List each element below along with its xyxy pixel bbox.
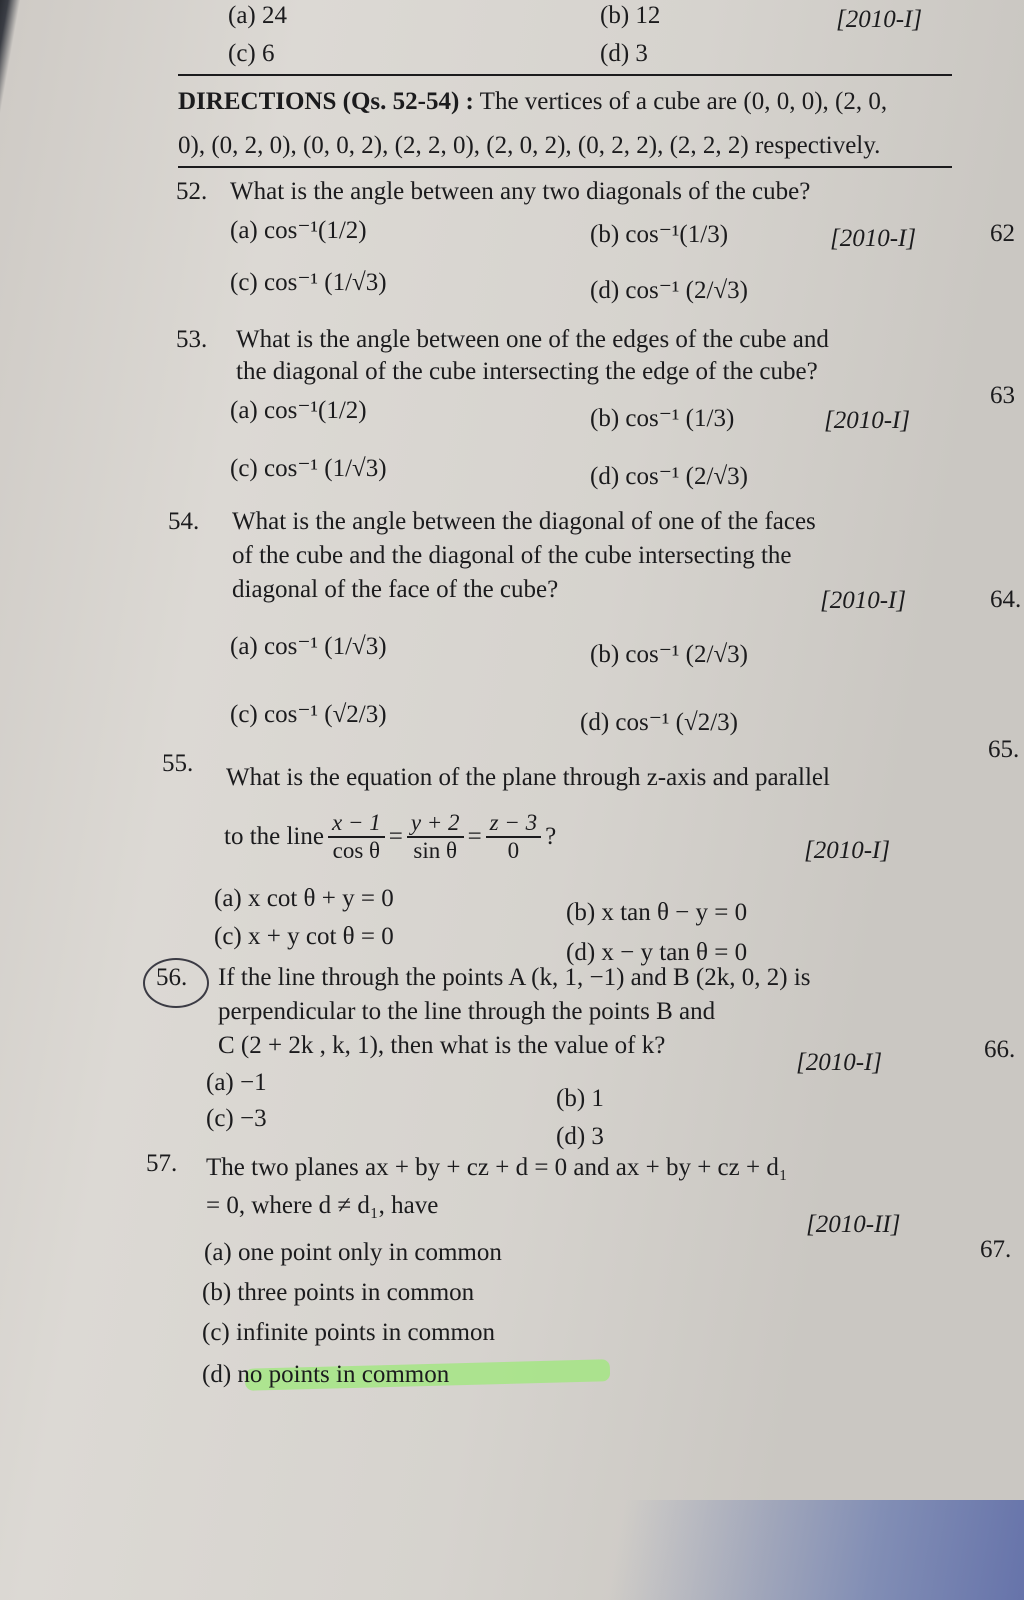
fraction-z-denominator: 0 [507,838,520,863]
question-text-line-2: perpendicular to the line through the points B and [218,998,716,1025]
fraction-y-numerator: y + 2 [407,810,464,838]
question-number: 54. [168,508,200,535]
fraction-y [407,810,464,864]
fraction-x-denominator: cos θ [332,838,381,863]
directions-top-rule [178,74,952,76]
line-equation [224,810,556,864]
question-text-line-3: diagonal of the face of the cube? [232,576,559,603]
option-c: (c) x + y cot θ = 0 [214,923,394,950]
question-mark: ? [545,823,557,850]
question-text-line-1: What is the angle between the diagonal of one of the faces [232,508,816,535]
option-a: (a) cos⁻¹(1/2) [230,397,367,424]
option-b: (b) cos⁻¹ (1/3) [590,405,735,432]
fraction-y-denominator: sin θ [413,838,457,863]
fraction-x-numerator: x − 1 [328,810,385,838]
prev-option-b: (b) 12 [600,2,661,29]
option-b: (b) 1 [556,1085,604,1112]
question-text-line-2: of the cube and the diagonal of the cube intersecting the [232,542,792,569]
margin-number: 62 [990,220,1015,247]
fraction-z-numerator: z − 3 [486,810,541,838]
option-d: (d) no points in common [202,1361,450,1388]
option-c: (c) cos⁻¹ (1/√3) [230,455,387,482]
question-text-line-2: = 0, where d ≠ d₁, have [206,1192,439,1219]
question-text-line-1: What is the angle between one of the edges of the cube and [236,326,829,353]
option-c: (c) infinite points in common [202,1319,496,1346]
question-text-line-3: C (2 + 2k , k, 1), then what is the value of k? [218,1032,666,1059]
question-number: 52. [176,178,208,205]
margin-number: 65. [988,736,1020,763]
prev-option-a: (a) 24 [228,2,287,29]
option-b: (b) three points in common [202,1279,475,1306]
fraction-x [328,810,385,864]
equals-sign: = [388,823,403,850]
option-c: (c) cos⁻¹ (1/√3) [230,269,387,296]
option-b: (b) x tan θ − y = 0 [566,899,748,926]
directions-lead: DIRECTIONS (Qs. 52-54) : [178,88,474,115]
year-tag: [2010-II] [806,1211,901,1238]
prev-option-d: (d) 3 [600,40,648,67]
option-a: (a) −1 [206,1069,267,1096]
option-a: (a) cos⁻¹ (1/√3) [230,633,387,660]
prev-option-c: (c) 6 [228,40,275,67]
prev-year: [2010-I] [836,6,923,33]
option-d: (d) cos⁻¹ (√2/3) [580,709,738,736]
question-text-line-1: The two planes ax + by + cz + d = 0 and ax + by + cz + d₁ [206,1154,788,1181]
option-d: (d) cos⁻¹ (2/√3) [590,277,748,304]
margin-number: 67. [980,1236,1012,1263]
option-d: (d) cos⁻¹ (2/√3) [590,463,748,490]
equals-sign: = [467,823,482,850]
question-text: What is the angle between any two diagonals of the cube? [230,178,811,205]
directions-text-1: The vertices of a cube are (0, 0, 0), (2, 0, [479,88,888,115]
year-tag: [2010-I] [820,587,907,614]
option-d: (d) 3 [556,1123,604,1150]
directions-text-2: 0), (0, 2, 0), (0, 0, 2), (2, 2, 0), (2, 0, 2), (0, 2, 2), (2, 2, 2) respectively. [178,132,881,159]
option-c: (c) cos⁻¹ (√2/3) [230,701,387,728]
option-a: (a) cos⁻¹(1/2) [230,217,367,244]
question-number: 53. [176,326,208,353]
option-c: (c) −3 [206,1105,267,1132]
background-shadow [0,1500,1024,1600]
question-text-line-2: the diagonal of the cube intersecting the edge of the cube? [236,358,818,385]
option-a: (a) x cot θ + y = 0 [214,885,394,912]
margin-number: 63 [990,382,1015,409]
fraction-z [486,810,541,864]
directions-line-1 [178,86,887,118]
directions-bottom-rule [178,166,952,168]
option-d: (d) x − y tan θ = 0 [566,939,748,966]
question-number: 56. [156,964,188,991]
question-number: 55. [162,750,194,777]
option-a: (a) one point only in common [204,1239,502,1266]
option-b: (b) cos⁻¹ (2/√3) [590,641,748,668]
question-text-line-1: If the line through the points A (k, 1, −1) and B (2k, 0, 2) is [218,964,811,991]
question-text-line-1: What is the equation of the plane through z-axis and parallel [226,764,830,791]
year-tag: [2010-I] [830,225,917,252]
option-b: (b) cos⁻¹(1/3) [590,221,729,248]
line-intro: to the line [224,823,324,850]
margin-number: 64. [990,586,1022,613]
year-tag: [2010-I] [796,1049,883,1076]
year-tag: [2010-I] [824,407,911,434]
question-number: 57. [146,1150,178,1177]
year-tag: [2010-I] [804,837,891,864]
margin-number: 66. [984,1036,1016,1063]
